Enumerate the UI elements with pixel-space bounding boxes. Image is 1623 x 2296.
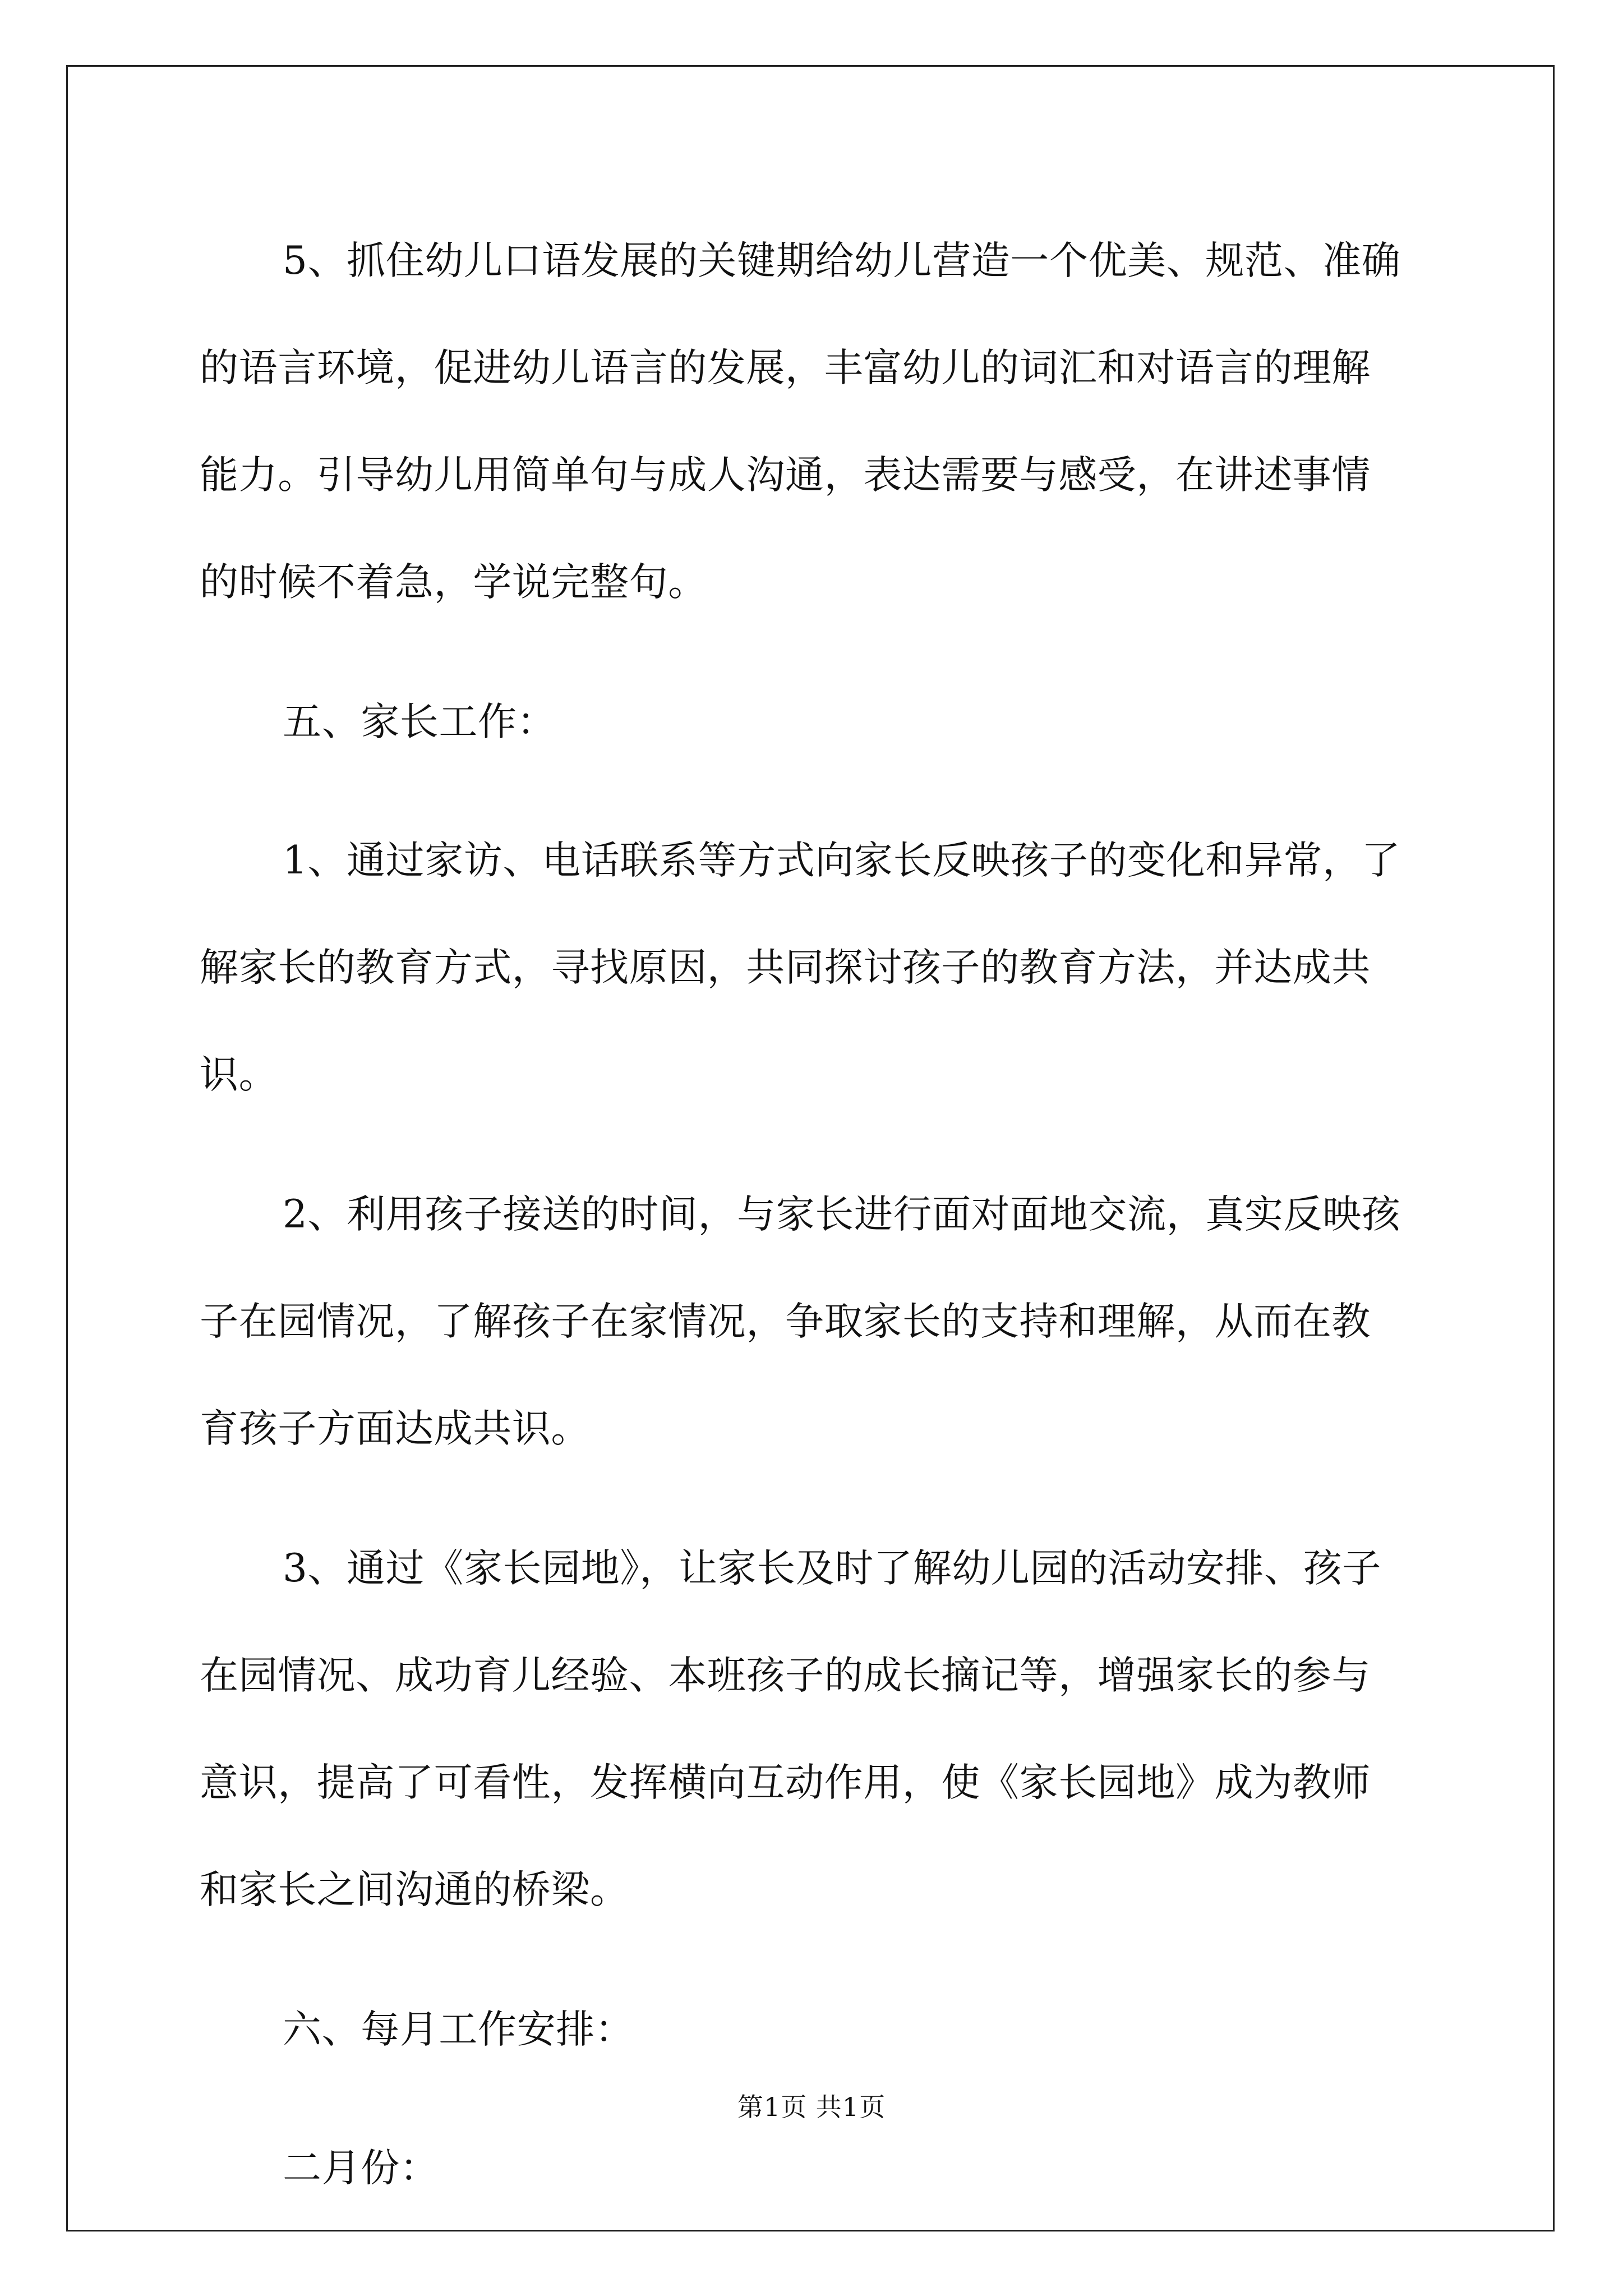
section-heading-parent-work: 五、家长工作： xyxy=(283,700,556,744)
document-body xyxy=(200,208,1428,2222)
section-heading-monthly-plan: 六、每月工作安排： xyxy=(283,2007,634,2052)
paragraph-line: 2、利用孩子接送的时间，与家长进行面对面地交流，真实反映孩 xyxy=(283,1192,1401,1237)
paragraph-line: 3、通过《家长园地》，让家长及时了解幼儿园的活动安排、孩子 xyxy=(283,1546,1381,1591)
paragraph-parent-garden xyxy=(200,1515,1428,1944)
paragraph-language-environment xyxy=(200,208,1428,636)
paragraph-line: 和家长之间沟通的桥梁。 xyxy=(200,1867,629,1912)
paragraph-line: 解家长的教育方式，寻找原因，共同探讨孩子的教育方法，并达成共 xyxy=(200,945,1371,990)
paragraph-line: 识。 xyxy=(200,1052,278,1097)
paragraph-line: 育孩子方面达成共识。 xyxy=(200,1406,590,1451)
paragraph-line: 5、抓住幼儿口语发展的关键期给幼儿营造一个优美、规范、准确 xyxy=(283,238,1401,283)
paragraph-line: 1、通过家访、电话联系等方式向家长反映孩子的变化和异常，了 xyxy=(283,838,1401,883)
paragraph-line: 的时候不着急，学说完整句。 xyxy=(200,560,707,605)
paragraph-home-visits xyxy=(200,807,1428,1129)
paragraph-line: 意识，提高了可看性，发挥横向互动作用，使《家长园地》成为教师 xyxy=(200,1760,1371,1805)
paragraph-line: 在园情况、成功育儿经验、本班孩子的成长摘记等，增强家长的参与 xyxy=(200,1653,1371,1698)
page-footer: 第1页 共1页 xyxy=(737,2092,886,2122)
paragraph-pickup-time xyxy=(200,1161,1428,1483)
subheading-february: 二月份： xyxy=(283,2146,439,2191)
paragraph-line: 子在园情况，了解孩子在家情况，争取家长的支持和理解，从而在教 xyxy=(200,1299,1371,1344)
paragraph-line: 能力。引导幼儿用简单句与成人沟通，表达需要与感受，在讲述事情 xyxy=(200,453,1371,498)
paragraph-line: 的语言环境，促进幼儿语言的发展，丰富幼儿的词汇和对语言的理解 xyxy=(200,346,1371,390)
